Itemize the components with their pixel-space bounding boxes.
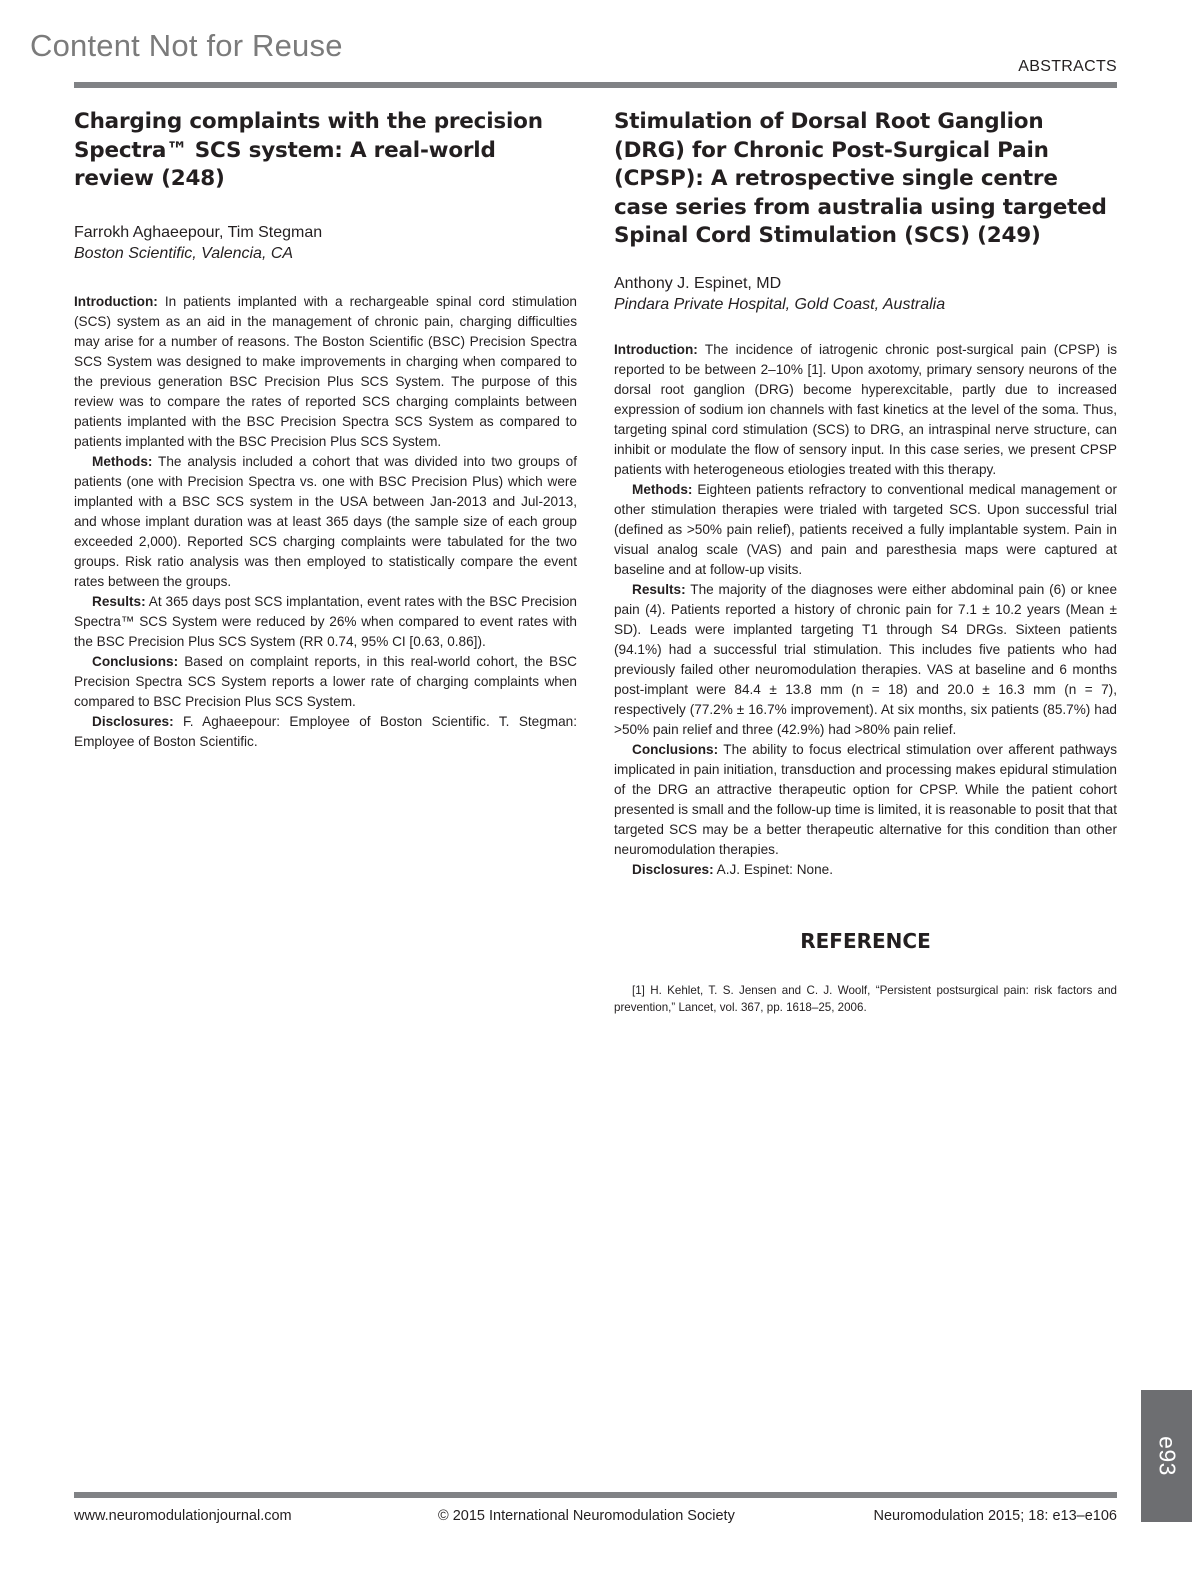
abstract-results xyxy=(74,592,577,652)
abstract-disclosures xyxy=(614,860,1117,880)
section-text: In patients implanted with a rechargeable spinal cord stimulation (SCS) system as an aid in the management of chronic pain, charging difficulties may arise for a number of reasons. The Boston Scientific (BSC) Precision Spectra SCS System was designed to make improvements in charging when compared to the previous generation BSC Precision Plus SCS System. The purpose of this review was to compare the rates of reported SCS charging complaints between patients implanted with the BSC Precision Spectra SCS System as compared to patients implanted with the BSC Precision Plus SCS System. xyxy=(74,293,577,449)
section-label-introduction: Introduction: xyxy=(74,293,158,309)
section-label: ABSTRACTS xyxy=(1018,58,1117,75)
section-label-conclusions: Conclusions: xyxy=(632,741,719,757)
section-text: The analysis included a cohort that was divided into two groups of patients (one with Precision Spectra vs. one with BSC Precision Plus) which were implanted with a BSC SCS system in the USA between Jan-2013 and Jul-2013, and whose implant duration was at least 365 days (the sample size of each group exceeded 2,000). Reported SCS charging complaints were tabulated for the two groups. Risk ratio analysis was then employed to statistically compare the event rates between the groups. xyxy=(74,453,577,589)
page-number-tab xyxy=(1141,1390,1192,1522)
abstract-conclusions xyxy=(74,652,577,712)
article-affiliation: Pindara Private Hospital, Gold Coast, Australia xyxy=(614,295,946,313)
abstract-body xyxy=(74,292,577,752)
footer-citation: Neuromodulation 2015; 18: e13–e106 xyxy=(873,1508,1117,1524)
reference-heading: REFERENCE xyxy=(800,928,931,953)
abstract-introduction xyxy=(614,340,1117,480)
footer-copyright: © 2015 International Neuromodulation Society xyxy=(438,1508,735,1524)
abstract-body xyxy=(614,340,1117,880)
abstract-results xyxy=(614,580,1117,740)
top-rule xyxy=(74,82,1117,88)
section-text: Eighteen patients refractory to conventional medical management or other stimulation therapies were trialed with targeted SCS. Upon successful trial (defined as >50% pain relief), patients received a fully implantable system. Pain in visual analog scale (VAS) and pain and paresthesia maps were captured at baseline and at follow-up visits. xyxy=(614,481,1117,577)
page-number: e93 xyxy=(1154,1436,1180,1476)
abstract-disclosures xyxy=(74,712,577,752)
article-authors: Anthony J. Espinet, MD xyxy=(614,274,782,292)
article-title: Charging complaints with the precision Spectra™ SCS system: A real-world review (248) xyxy=(74,109,543,191)
footer-website-link[interactable]: www.neuromodulationjournal.com xyxy=(74,1508,292,1524)
section-label-methods: Methods: xyxy=(92,453,153,469)
abstract-methods xyxy=(74,452,577,592)
section-text: The incidence of iatrogenic chronic post-surgical pain (CPSP) is reported to be between 2–10% [1]. Upon axotomy, primary sensory neurons of the dorsal root ganglion (DRG) become hyperexcitable, partly due to increased expression of sodium ion channels with fast kinetics at the level of the soma. Thus, targeting spinal cord stimulation (SCS) to DRG, an intraspinal nerve structure, can inhibit or modulate the flow of sensory input. In this case series, we present CPSP patients with heterogeneous etiologies treated with this therapy. xyxy=(614,341,1118,477)
section-label-disclosures: Disclosures: xyxy=(92,713,174,729)
abstract-methods xyxy=(614,480,1117,580)
section-text: Based on complaint reports, in this real-world cohort, the BSC Precision Spectra SCS System reports a lower rate of charging complaints when compared to BSC Precision Plus SCS System. xyxy=(74,653,577,709)
article-authors: Farrokh Aghaeepour, Tim Stegman xyxy=(74,223,323,241)
abstract-introduction xyxy=(74,292,577,452)
section-text: A.J. Espinet: None. xyxy=(716,861,834,877)
section-label-methods: Methods: xyxy=(632,481,693,497)
article-affiliation: Boston Scientific, Valencia, CA xyxy=(74,244,294,262)
section-text: At 365 days post SCS implantation, event rates with the BSC Precision Spectra™ SCS System were reduced by 26% when compared to event rates with the BSC Precision Plus SCS System (RR 0.74, 95% CI [0.63, 0.86]). xyxy=(74,593,577,649)
section-text: The majority of the diagnoses were either abdominal pain (6) or knee pain (4). Patients reported a history of chronic pain for 7.1 ± 10.2 years (Mean ± SD). Leads were implanted targeting T1 through S4 DRGs. Sixteen patients (94.1%) had a successful trial stimulation. This includes five patients who had previously failed other neuromodulation therapies. VAS at baseline and 6 months post-implant were 84.4 ± 13.8 mm (n = 18) and 20.0 ± 16.3 mm (n = 7), respectively (77.2% ± 16.7% improvement). At six months, six patients (85.7%) had >50% pain relief and three (42.9%) had >80% pain relief. xyxy=(614,581,1118,737)
left-article xyxy=(74,108,577,752)
article-title: Stimulation of Dorsal Root Ganglion (DRG) for Chronic Post-Surgical Pain (CPSP): A retrospective single centre case series from australia using targeted Spinal Cord Stimulation (SCS) (249) xyxy=(614,109,1107,248)
section-text: F. Aghaeepour: Employee of Boston Scientific. T. Stegman: Employee of Boston Scientific. xyxy=(74,713,578,749)
section-text: The ability to focus electrical stimulation over afferent pathways implicated in pain initiation, transduction and processing makes epidural stimulation of the DRG an attractive therapeutic option for CPSP. While the patient cohort presented is small and the follow-up time is limited, it is reasonable to posit that that targeted SCS may be a better therapeutic alternative for this condition than other neuromodulation therapies. xyxy=(614,741,1118,857)
right-article xyxy=(614,108,1117,1016)
section-label-conclusions: Conclusions: xyxy=(92,653,179,669)
section-label-disclosures: Disclosures: xyxy=(632,861,714,877)
watermark: Content Not for Reuse xyxy=(30,28,343,63)
bottom-rule xyxy=(74,1492,1117,1498)
section-label-results: Results: xyxy=(92,593,146,609)
section-label-results: Results: xyxy=(632,581,686,597)
reference-item: [1] H. Kehlet, T. S. Jensen and C. J. Woolf, “Persistent postsurgical pain: risk factors and prevention,” Lancet, vol. 367, pp. 1618–25, 2006. xyxy=(614,983,1117,1014)
section-label-introduction: Introduction: xyxy=(614,341,698,357)
abstract-conclusions xyxy=(614,740,1117,860)
